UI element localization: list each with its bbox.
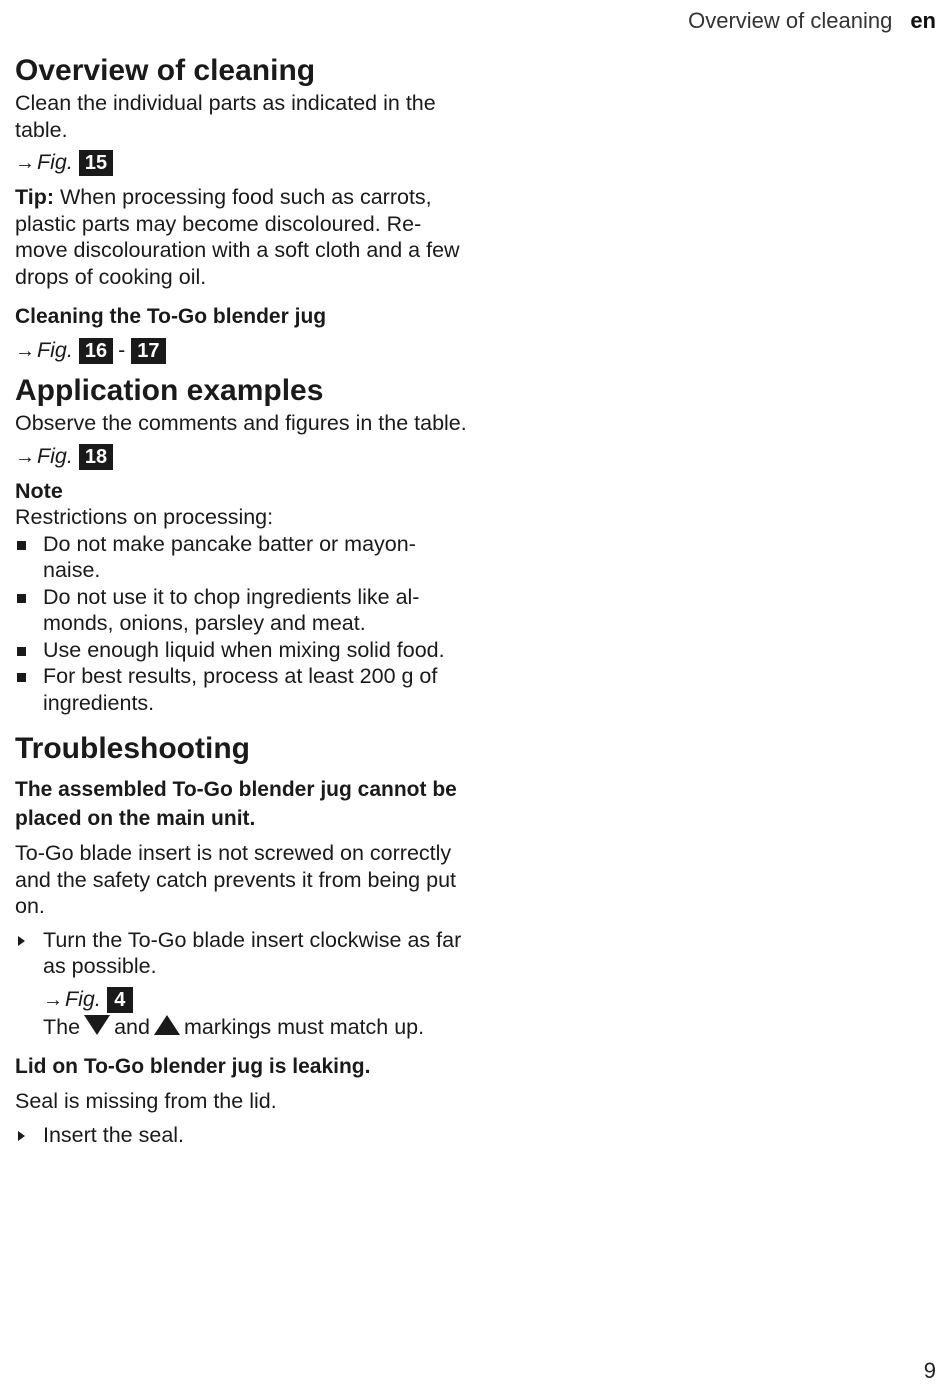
square-bullet-icon bbox=[17, 647, 26, 656]
list-item: Do not make pancake batter or mayon-naise. bbox=[15, 531, 470, 584]
fig-range-separator: - bbox=[118, 338, 126, 362]
overview-fig-ref bbox=[15, 147, 470, 177]
arrow-right-icon: → bbox=[15, 340, 35, 362]
down-triangle-marking-icon bbox=[84, 1015, 110, 1035]
cleaning-jug-title: Cleaning the To-Go blender jug bbox=[15, 305, 327, 328]
arrow-right-icon: → bbox=[15, 152, 35, 174]
page-number: 9 bbox=[923, 1358, 936, 1383]
main-column bbox=[15, 52, 470, 1148]
application-fig-ref bbox=[15, 441, 470, 471]
overview-title: Overview of cleaning bbox=[15, 54, 316, 87]
troubleshooting-title: Troubleshooting bbox=[15, 732, 250, 765]
problem2-title: Lid on To-Go blender jug is leaking. bbox=[15, 1055, 371, 1078]
language-code: en bbox=[910, 8, 936, 33]
arrow-right-icon: → bbox=[43, 988, 63, 1011]
cleaning-jug-fig-ref bbox=[15, 335, 470, 365]
fig-number-badge: 4 bbox=[107, 987, 133, 1013]
fig-label: Fig. bbox=[65, 986, 101, 1011]
fig-label: Fig. bbox=[37, 338, 73, 362]
triangle-bullet-icon bbox=[18, 1131, 25, 1141]
overview-intro: Clean the individual parts as indicated in the table. bbox=[15, 91, 436, 142]
tip-label: Tip: bbox=[15, 185, 55, 209]
overview-tip bbox=[15, 184, 470, 290]
up-triangle-marking-icon bbox=[154, 1015, 180, 1035]
fig-number-badge: 18 bbox=[79, 444, 113, 470]
arrow-right-icon: → bbox=[15, 445, 35, 468]
running-header-title: Overview of cleaning bbox=[688, 8, 893, 33]
fig-number-badge: 17 bbox=[131, 338, 165, 364]
fig-number-badge: 15 bbox=[79, 150, 113, 176]
fig-label: Fig. bbox=[37, 443, 73, 468]
list-item: For best results, process at least 200 g of ingredients. bbox=[15, 663, 470, 716]
problem1-fig-ref bbox=[15, 984, 470, 1014]
application-title: Application examples bbox=[15, 374, 324, 407]
application-intro: Observe the comments and figures in the table. bbox=[15, 411, 467, 435]
square-bullet-icon bbox=[17, 673, 26, 682]
square-bullet-icon bbox=[17, 594, 26, 603]
tip-text: When processing food such as carrots, plastic parts may become discoloured. Re-move discolouration with a soft cloth and a few drops of cooking oil. bbox=[15, 185, 460, 289]
marking-instruction: The and markings must match up. bbox=[43, 1014, 425, 1039]
note-intro: Restrictions on processing: bbox=[15, 505, 274, 529]
problem2-step: Insert the seal. bbox=[15, 1122, 470, 1149]
problem1-title: The assembled To-Go blender jug cannot be placed on the main unit. bbox=[15, 778, 457, 830]
note-label: Note bbox=[15, 478, 63, 503]
problem1-step: Turn the To-Go blade insert clockwise as far as possible. bbox=[15, 927, 470, 980]
fig-label: Fig. bbox=[37, 150, 73, 174]
problem1-cause: To-Go blade insert is not screwed on correctly and the safety catch prevents it from being put on. bbox=[15, 841, 457, 918]
restrictions-list bbox=[15, 531, 470, 717]
square-bullet-icon bbox=[17, 541, 26, 550]
list-item: Do not use it to chop ingredients like al-monds, onions, parsley and meat. bbox=[15, 584, 470, 637]
problem2-cause: Seal is missing from the lid. bbox=[15, 1089, 277, 1113]
triangle-bullet-icon bbox=[18, 936, 25, 946]
running-header bbox=[688, 7, 936, 35]
fig-number-badge: 16 bbox=[79, 338, 113, 364]
list-item: Use enough liquid when mixing solid food. bbox=[15, 637, 470, 664]
